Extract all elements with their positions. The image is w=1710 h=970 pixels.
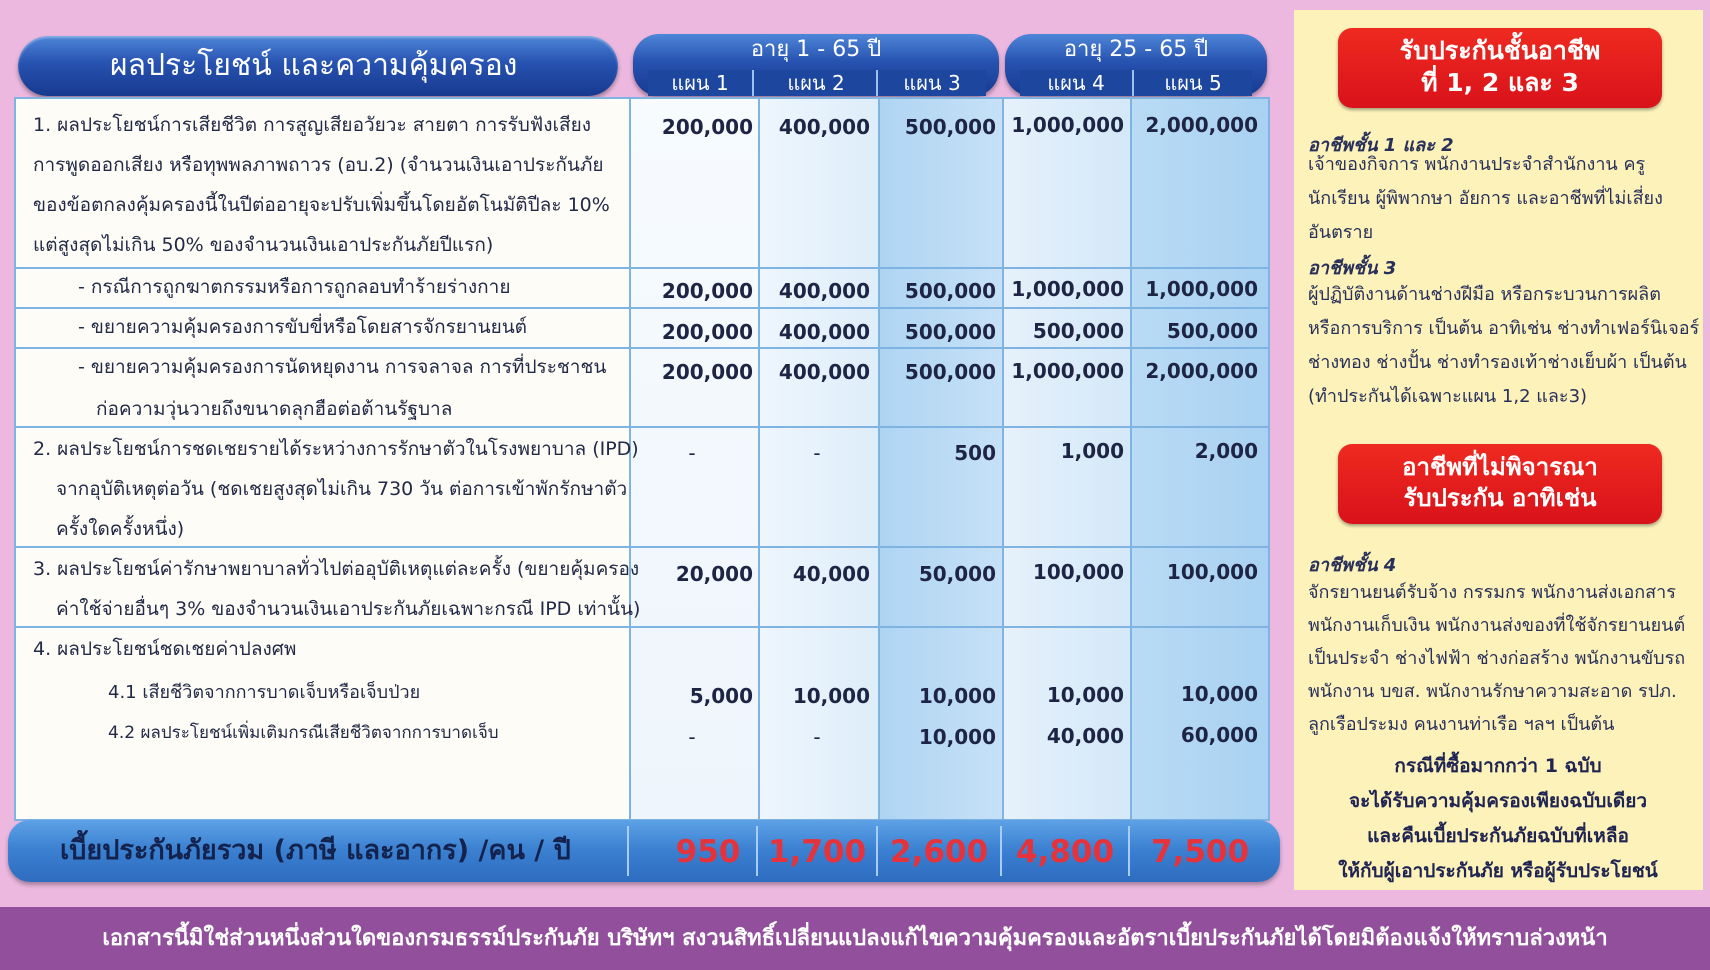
class-4-line-4: พนักงาน บขส. พนักงานรักษาความสะอาด รปภ. [1308,681,1677,702]
page-title: ผลประโยชน์ และความคุ้มครอง [18,36,618,96]
class-3-line-2: หรือการบริการ เป็นต้น อาทิเช่น ช่างทำเฟอร์นิเจอร์ [1308,318,1700,339]
row-1-plan-3: 500,000 [904,115,996,139]
premium-total-bar [8,820,1280,882]
row-1b-line-1: - ขยายความคุ้มครองการขับขี่หรือโดยสารจักรยานยนต์ [78,316,528,338]
row-2-line-3: ครั้งใดครั้งหนึ่ง) [56,518,185,540]
class-4-line-5: ลูกเรือประมง คนงานท่าเรือ ฯลฯ เป็นต้น [1308,714,1615,735]
row-4-1-plan-2: 10,000 [792,684,870,708]
row-4-1-line-1: 4.1 เสียชีวิตจากการบาดเจ็บหรือเจ็บป่วย [108,682,421,703]
row-1-plan-1: 200,000 [661,115,753,139]
row-4-2-plan-3: 10,000 [918,725,996,749]
class-4-heading: อาชีพชั้น 4 [1308,555,1397,576]
class-4-line-3: เป็นประจำ ช่างไฟฟ้า ช่างก่อสร้าง พนักงานขับรถ [1308,648,1686,669]
row-4-1-plan-1: 5,000 [689,684,753,708]
row-1-line-2: การพูดออกเสียง หรือทุพพลภาพถาวร (อบ.2) (จำนวนเงินเอาประกันภัย [33,154,604,176]
row-1a-plan-4: 1,000,000 [1011,277,1124,301]
row-1-line-4: แต่สูงสุดไม่เกิน 50% ของจำนวนเงินเอาประกันภัยปีแรก) [33,234,494,256]
accepted-classes-line-2: ที่ 1, 2 และ 3 [1421,68,1579,97]
row-1c-plan-5: 2,000,000 [1145,359,1258,383]
plan-3-header: แผน 3 [876,70,986,96]
row-4-1-plan-4: 10,000 [1046,683,1124,707]
class-3-line-4: (ทำประกันได้เฉพาะแผน 1,2 และ3) [1308,386,1588,407]
plan-5-header: แผน 5 [1132,70,1252,96]
row-2-plan-2: - [813,441,821,465]
row-1c-plan-2: 400,000 [778,360,870,384]
age-group-2-label: อายุ 25 - 65 ปี [1063,37,1209,62]
row-1b-plan-3: 500,000 [904,320,996,344]
class-4-line-2: พนักงานเก็บเงิน พนักงานส่งของที่ใช้จักรยานยนต์ [1308,615,1686,636]
row-4-1-plan-3: 10,000 [918,684,996,708]
row-1a-plan-3: 500,000 [904,279,996,303]
row-3-plan-5: 100,000 [1166,560,1258,584]
row-4-2-plan-1: - [688,725,696,749]
premium-label: เบี้ยประกันภัยรวม (ภาษี และอากร) /คน / ปี [60,835,571,866]
row-1c-line-1: - ขยายความคุ้มครองการนัดหยุดงาน การจลาจล การที่ประชาชน [78,356,607,378]
multiple-policy-note-line-4: ให้กับผู้เอาประกันภัย หรือผู้รับประโยชน์ [1338,860,1658,882]
accepted-classes-box [1338,28,1662,108]
class-1-2-line-2: นักเรียน ผู้พิพากษา อัยการ และอาชีพที่ไม่เสี่ยง [1308,188,1663,209]
multiple-policy-note-line-2: จะได้รับความคุ้มครองเพียงฉบับเดียว [1348,790,1648,812]
row-1b-plan-2: 400,000 [778,320,870,344]
class-3-heading: อาชีพชั้น 3 [1308,258,1397,279]
class-1-2-heading: อาชีพชั้น 1 และ 2 [1308,135,1454,156]
row-4-2-plan-5: 60,000 [1180,723,1258,747]
row-2-plan-1: - [688,441,696,465]
row-1-plan-5: 2,000,000 [1145,113,1258,137]
row-2-line-1: 2. ผลประโยชน์การชดเชยรายได้ระหว่างการรักษาตัวในโรงพยาบาล (IPD) [33,438,639,460]
premium-plan-4: 4,800 [1015,834,1115,870]
row-4-2-line-1: 4.2 ผลประโยชน์เพิ่มเติมกรณีเสียชีวิตจากการบาดเจ็บ [108,723,499,743]
premium-plan-3: 2,600 [889,834,989,870]
row-1a-plan-1: 200,000 [661,279,753,303]
age-group-1-label: อายุ 1 - 65 ปี [750,37,882,62]
row-1c-plan-1: 200,000 [661,360,753,384]
row-3-line-2: ค่าใช้จ่ายอื่นๆ 3% ของจำนวนเงินเอาประกันภัยเฉพาะกรณี IPD เท่านั้น) [56,598,641,620]
disclaimer-text: เอกสารนี้มิใช่ส่วนหนึ่งส่วนใดของกรมธรรม์ประกันภัย บริษัทฯ สงวนสิทธิ์เปลี่ยนแปลงแก้ไขความคุ้มครองและอัตราเบี้ยประกันภัยได้โดยมิต้องแจ้งให้ทราบล่วงหน้า [102,926,1608,951]
row-1-plan-2: 400,000 [778,115,870,139]
row-2-plan-4: 1,000 [1060,439,1124,463]
accepted-classes-line-1: รับประกันชั้นอาชีพ [1399,36,1601,65]
row-1a-plan-5: 1,000,000 [1145,277,1258,301]
class-1-2-line-3: อันตราย [1308,222,1374,243]
row-4-1-plan-5: 10,000 [1180,682,1258,706]
occupation-class-panel [1294,10,1703,890]
plan-2-header: แผน 2 [752,70,878,96]
row-1-line-3: ของข้อตกลงคุ้มครองนี้ในปีต่ออายุจะปรับเพิ่มขึ้นโดยอัตโนมัติปีละ 10% [33,194,610,216]
row-1-line-1: 1. ผลประโยชน์การเสียชีวิต การสูญเสียอวัยวะ สายตา การรับฟังเสียง [33,114,592,136]
rejected-classes-box [1338,444,1662,524]
row-2-plan-3: 500 [954,441,996,465]
rejected-classes-line-2: รับประกัน อาทิเช่น [1403,484,1597,512]
row-1c-plan-3: 500,000 [904,360,996,384]
class-3-line-3: ช่างทอง ช่างปั้น ช่างทำรองเท้าช่างเย็บผ้า เป็นต้น [1308,352,1687,373]
row-1-plan-4: 1,000,000 [1011,113,1124,137]
premium-plan-5: 7,500 [1150,834,1250,870]
benefits-table [14,97,1270,821]
row-3-plan-3: 50,000 [918,562,996,586]
row-4-2-plan-4: 40,000 [1046,724,1124,748]
class-4-line-1: จักรยานยนต์รับจ้าง กรรมกร พนักงานส่งเอกสาร [1308,582,1676,603]
row-2-plan-5: 2,000 [1194,439,1258,463]
premium-plan-1: 950 [675,834,741,870]
row-3-plan-1: 20,000 [675,562,753,586]
row-1b-plan-1: 200,000 [661,320,753,344]
row-3-plan-4: 100,000 [1032,560,1124,584]
row-1c-plan-4: 1,000,000 [1011,359,1124,383]
plan-1-header: แผน 1 [648,70,752,96]
plan-4-header: แผน 4 [1020,70,1132,96]
row-1b-plan-4: 500,000 [1032,319,1124,343]
premium-plan-2: 1,700 [767,834,867,870]
premium-divider [627,826,629,876]
row-1a-line-1: - กรณีการถูกฆาตกรรมหรือการถูกลอบทำร้ายร่างกาย [78,276,511,298]
row-1a-plan-2: 400,000 [778,279,870,303]
row-4-2-plan-2: - [813,725,821,749]
row-1c-line-2: ก่อความวุ่นวายถึงขนาดลุกฮือต่อต้านรัฐบาล [96,398,453,420]
multiple-policy-note-line-1: กรณีที่ซื้อมากกว่า 1 ฉบับ [1394,755,1602,777]
row-3-line-1: 3. ผลประโยชน์ค่ารักษาพยาบาลทั่วไปต่ออุบัติเหตุแต่ละครั้ง (ขยายคุ้มครอง [33,558,640,580]
row-4-line-1: 4. ผลประโยชน์ชดเชยค่าปลงศพ [33,638,297,660]
class-1-2-line-1: เจ้าของกิจการ พนักงานประจำสำนักงาน ครู [1308,154,1646,175]
rejected-classes-line-1: อาชีพที่ไม่พิจารณา [1402,453,1598,481]
row-2-line-2: จากอุบัติเหตุต่อวัน (ชดเชยสูงสุดไม่เกิน 730 วัน ต่อการเข้าพักรักษาตัว [56,478,628,500]
row-3-plan-2: 40,000 [792,562,870,586]
multiple-policy-note-line-3: และคืนเบี้ยประกันภัยฉบับที่เหลือ [1367,825,1629,847]
row-1b-plan-5: 500,000 [1166,319,1258,343]
disclaimer-footer [0,907,1710,970]
class-3-line-1: ผู้ปฏิบัติงานด้านช่างฝีมือ หรือกระบวนการผลิต [1308,284,1661,305]
